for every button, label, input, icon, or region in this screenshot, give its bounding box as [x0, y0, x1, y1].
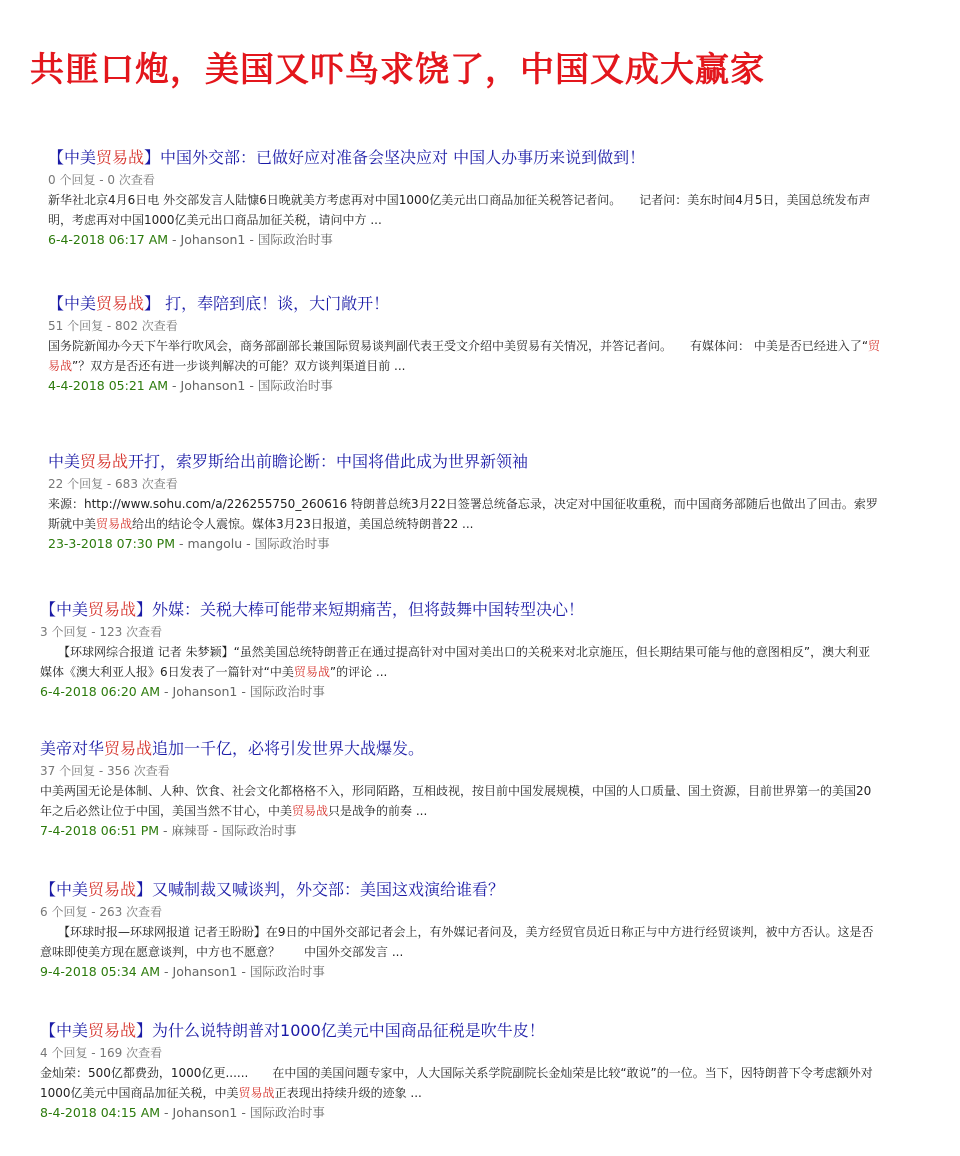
author-link[interactable]: Johanson1 — [180, 378, 246, 393]
separator: - — [245, 378, 258, 393]
separator: - — [160, 964, 173, 979]
keyword-highlight: 贸易战 — [96, 517, 133, 531]
result-byline — [40, 963, 900, 981]
snippet-text: 【环球时报—环球网报道 记者王盼盼】在9日的中国外交部记者会上，有外媒记者问及，美方经贸官员近日称正与中方进行经贸谈判，被中方否认。这是否意味即使美方现在愿意谈判，中方也不愿意？ 中国外交部发言 ... — [40, 925, 874, 959]
forum-link[interactable]: 国际政治时事 — [257, 378, 333, 393]
keyword-highlight: 贸易战 — [292, 804, 329, 818]
result-title-link[interactable] — [40, 1020, 900, 1042]
title-text: 中美 — [48, 452, 81, 471]
post-date: 6-4-2018 06:20 AM — [40, 684, 161, 699]
title-text: 【中美 — [40, 880, 89, 899]
result-item — [40, 1020, 900, 1122]
result-stats: 6 个回复 - 263 次查看 — [40, 905, 163, 919]
result-stats: 51 个回复 - 802 次查看 — [48, 319, 178, 333]
separator: - — [159, 823, 172, 838]
result-snippet — [40, 1063, 880, 1103]
result-snippet — [48, 190, 888, 230]
separator: - — [209, 823, 222, 838]
result-stats: 37 个回复 - 356 次查看 — [40, 764, 170, 778]
snippet-text: ”的评论 ... — [329, 665, 388, 679]
result-byline — [48, 535, 908, 553]
snippet-text: 中美两国无论是体制、人种、饮食、社会文化都格格不入，形同陌路，互相歧视，按目前中国发展规模，中国的人口质量、国土资源，目前世界第一的美国20年之后必然让位于中国，美国当然不甘心，中美 — [40, 784, 872, 818]
separator: - — [174, 536, 188, 551]
title-text: 追加一千亿，必将引发世界大战爆发。 — [152, 739, 425, 758]
keyword-highlight: 贸易战 — [88, 1021, 137, 1040]
title-text: 【中美 — [48, 148, 97, 167]
keyword-highlight: 贸易战 — [80, 452, 129, 471]
snippet-text: 新华社北京4月6日电 外交部发言人陆慷6日晚就美方考虑再对中国1000亿美元出口商品加征关税答记者问。 记者问：美东时间4月5日，美国总统发布声明，考虑再对中国1000亿美元出口商品加征关税，请问中方 ... — [48, 193, 871, 227]
separator: - — [160, 1105, 173, 1120]
snippet-text: 金灿荣：500亿都费劲，1000亿更...... 在中国的美国问题专家中，人大国际关系学院副院长金灿荣是比较“敢说”的一位。当下，因特朗普下令考虑额外对1000亿美元中国商品加征关税，中美 — [40, 1066, 873, 1100]
result-stats: 22 个回复 - 683 次查看 — [48, 477, 178, 491]
snippet-text: 【环球网综合报道 记者 朱梦颖】“虽然美国总统特朗普正在通过提高针对中国对美出口的关税来对北京施压，但长期结果可能与他的意图相反”，澳大利亚媒体《澳大利亚人报》6日发表了一篇针对“中美 — [40, 645, 871, 679]
separator: - — [168, 378, 181, 393]
forum-link[interactable]: 国际政治时事 — [257, 232, 333, 247]
result-item — [40, 738, 900, 840]
keyword-highlight: 贸易战 — [88, 600, 137, 619]
result-item — [40, 879, 900, 981]
snippet-text: ”？双方是否还有进一步谈判解决的可能？双方谈判渠道目前 ... — [72, 359, 406, 373]
result-title-link[interactable] — [48, 451, 908, 473]
result-byline — [48, 231, 908, 249]
author-link[interactable]: Johanson1 — [172, 964, 238, 979]
title-text: 【中美 — [40, 1021, 89, 1040]
title-text: 美帝对华 — [40, 739, 105, 758]
author-link[interactable]: 麻辣哥 — [171, 823, 210, 838]
result-byline — [40, 822, 900, 840]
title-text: 】 打，奉陪到底！谈，大门敞开！ — [144, 294, 390, 313]
result-stats: 0 个回复 - 0 次查看 — [48, 173, 155, 187]
forum-link[interactable]: 国际政治时事 — [221, 823, 297, 838]
keyword-highlight: 贸易战 — [48, 339, 881, 373]
title-text: 【中美 — [48, 294, 97, 313]
title-text: 】又喊制裁又喊谈判，外交部：美国这戏演给谁看？ — [136, 880, 505, 899]
post-date: 8-4-2018 04:15 AM — [40, 1105, 161, 1120]
author-link[interactable]: Johanson1 — [180, 232, 246, 247]
title-text: 【中美 — [40, 600, 89, 619]
snippet-text: 正表现出持续升级的迹象 ... — [274, 1086, 422, 1100]
result-snippet — [40, 781, 880, 821]
post-date: 4-4-2018 05:21 AM — [48, 378, 169, 393]
title-text: 】中国外交部：已做好应对准备会坚决应对 中国人办事历来说到做到！ — [144, 148, 646, 167]
result-item — [48, 147, 908, 249]
result-title-link[interactable] — [48, 147, 908, 169]
post-date: 23-3-2018 07:30 PM — [48, 536, 175, 551]
keyword-highlight: 贸易战 — [96, 294, 145, 313]
post-date: 9-4-2018 05:34 AM — [40, 964, 161, 979]
result-snippet — [40, 922, 880, 962]
result-snippet — [48, 494, 888, 534]
result-item — [48, 293, 908, 395]
result-byline — [48, 377, 908, 395]
separator: - — [242, 536, 255, 551]
keyword-highlight: 贸易战 — [104, 739, 153, 758]
forum-link[interactable]: 国际政治时事 — [254, 536, 330, 551]
separator: - — [160, 684, 173, 699]
result-title-link[interactable] — [40, 599, 900, 621]
snippet-text: 国务院新闻办今天下午举行吹风会，商务部副部长兼国际贸易谈判副代表王受文介绍中美贸易有关情况，并答记者问。 有媒体问： 中美是否已经进入了“ — [48, 339, 869, 353]
result-snippet — [40, 642, 880, 682]
post-date: 6-4-2018 06:17 AM — [48, 232, 169, 247]
snippet-text: 只是战争的前奏 ... — [328, 804, 428, 818]
keyword-highlight: 贸易战 — [96, 148, 145, 167]
title-text: 】为什么说特朗普对1000亿美元中国商品征税是吹牛皮！ — [136, 1021, 545, 1040]
title-text: 开打，索罗斯给出前瞻论断：中国将借此成为世界新领袖 — [128, 452, 529, 471]
separator: - — [237, 1105, 250, 1120]
result-byline — [40, 683, 900, 701]
result-item — [48, 451, 908, 553]
snippet-text: 给出的结论令人震惊。媒体3月23日报道，美国总统特朗普22 ... — [132, 517, 474, 531]
result-title-link[interactable] — [40, 738, 900, 760]
forum-link[interactable]: 国际政治时事 — [249, 964, 325, 979]
separator: - — [237, 964, 250, 979]
result-item — [40, 599, 900, 701]
result-snippet — [48, 336, 888, 376]
author-link[interactable]: mangolu — [187, 536, 243, 551]
forum-link[interactable]: 国际政治时事 — [249, 1105, 325, 1120]
snippet-text: 来源：http://www.sohu.com/a/226255750_260616 特朗普总统3月22日签署总统备忘录，决定对中国征收重税，而中国商务部随后也做出了回击。索罗斯就中美 — [48, 497, 878, 531]
keyword-highlight: 贸易战 — [88, 880, 137, 899]
author-link[interactable]: Johanson1 — [172, 1105, 238, 1120]
forum-link[interactable]: 国际政治时事 — [249, 684, 325, 699]
result-title-link[interactable] — [40, 879, 900, 901]
post-date: 7-4-2018 06:51 PM — [40, 823, 160, 838]
result-stats: 4 个回复 - 169 次查看 — [40, 1046, 163, 1060]
result-byline — [40, 1104, 900, 1122]
keyword-highlight: 贸易战 — [293, 665, 330, 679]
separator: - — [168, 232, 181, 247]
page-headline: 共匪口炮，美国又吓鸟求饶了，中国又成大赢家 — [30, 50, 765, 90]
author-link[interactable]: Johanson1 — [172, 684, 238, 699]
separator: - — [237, 684, 250, 699]
result-title-link[interactable] — [48, 293, 908, 315]
result-stats: 3 个回复 - 123 次查看 — [40, 625, 163, 639]
keyword-highlight: 贸易战 — [238, 1086, 275, 1100]
title-text: 】外媒：关税大棒可能带来短期痛苦，但将鼓舞中国转型决心！ — [136, 600, 585, 619]
separator: - — [245, 232, 258, 247]
